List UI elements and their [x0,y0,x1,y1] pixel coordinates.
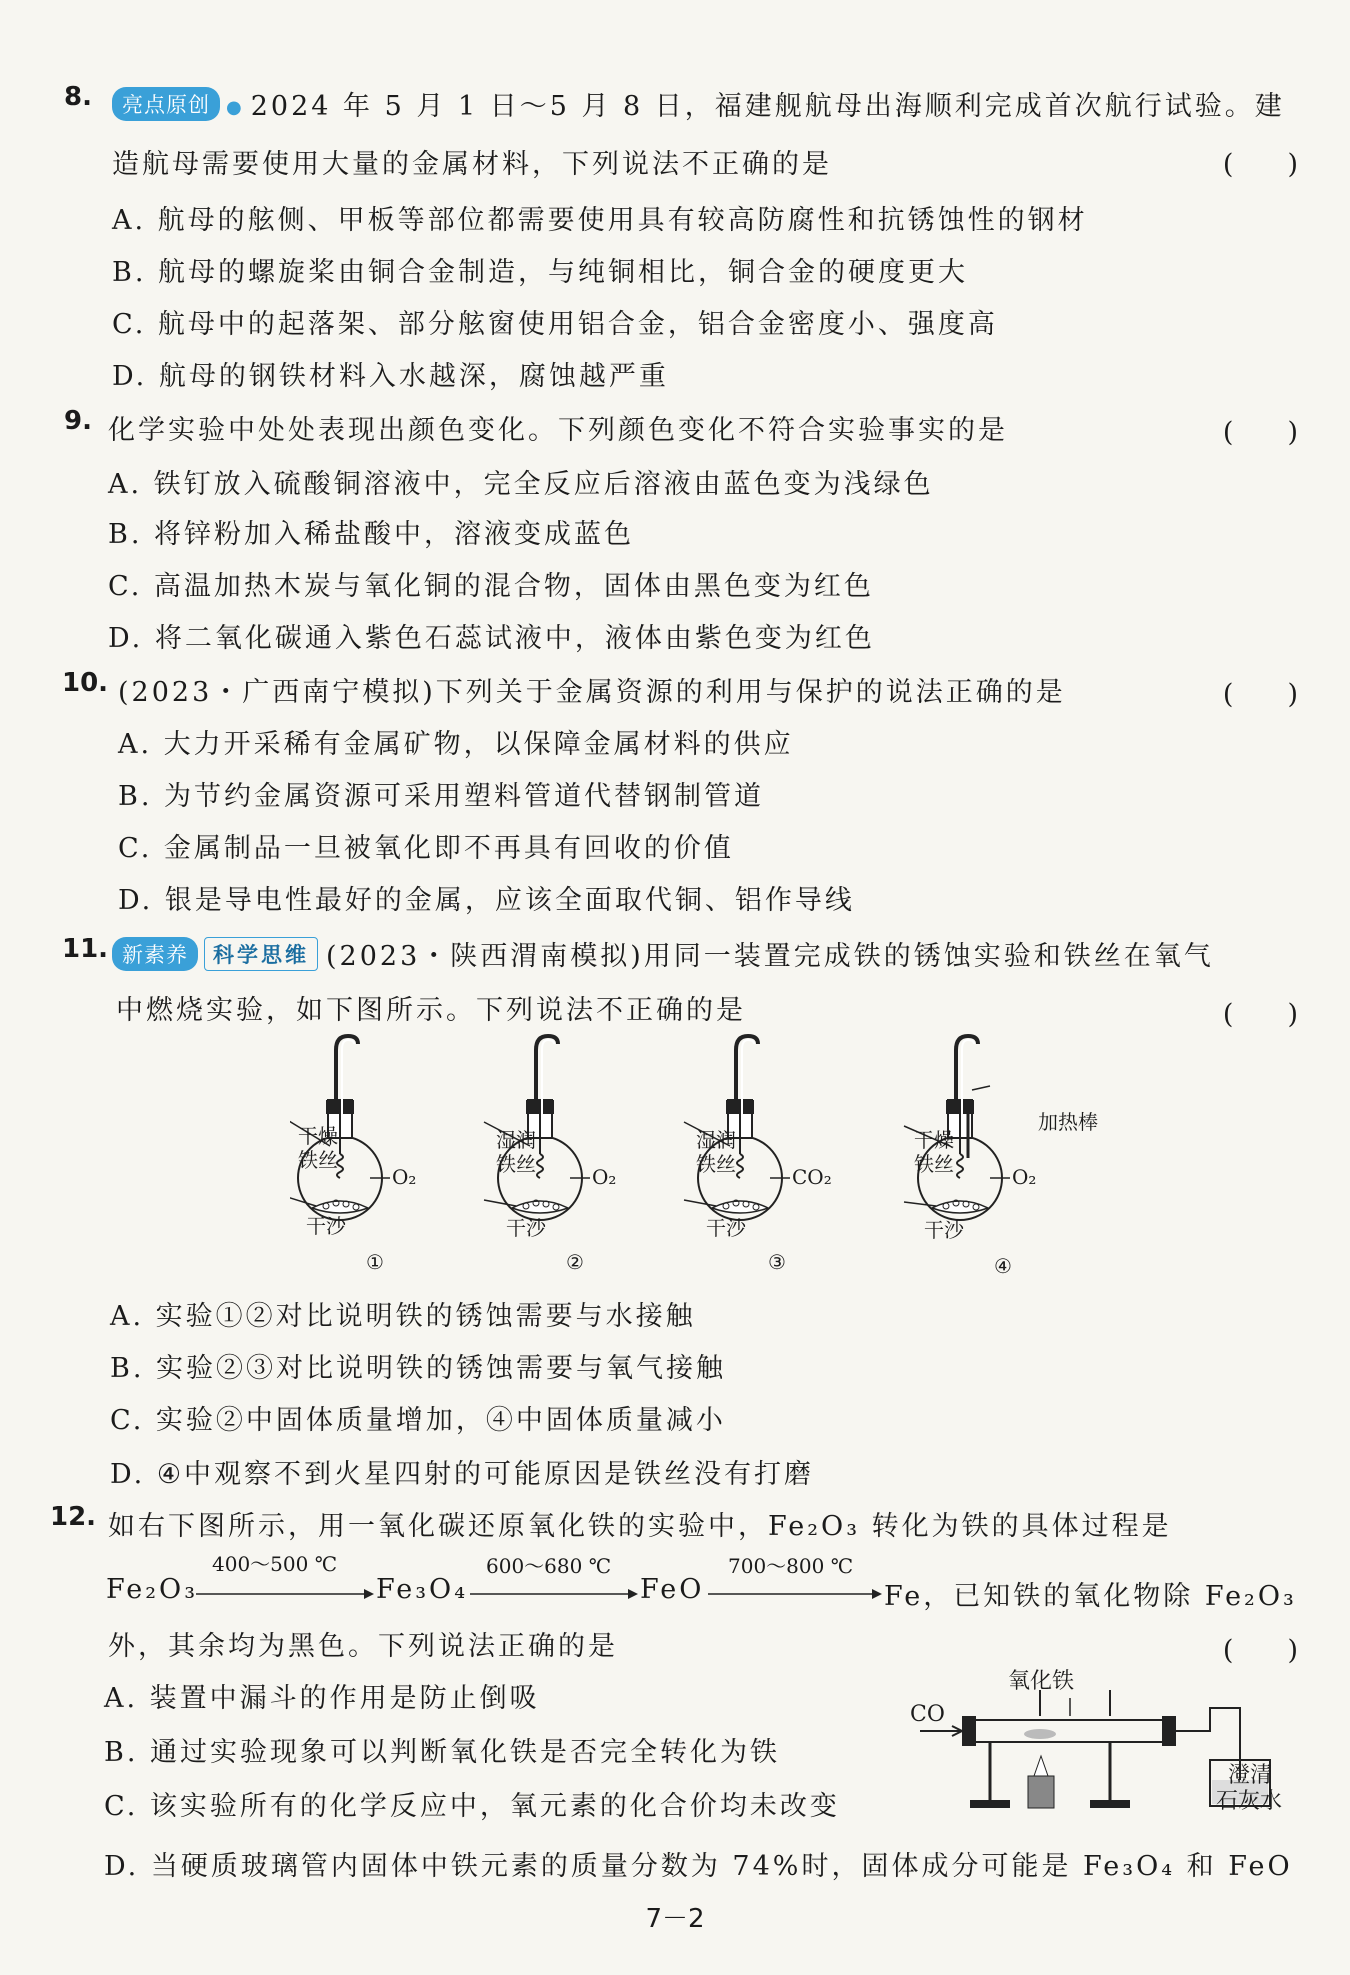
condition-3: 700～800 ℃ [728,1554,854,1578]
option-a: A. 大力开采稀有金属矿物，以保障金属材料的供应 [118,729,794,760]
limewater-label-2: 石灰水 [1216,1789,1283,1814]
figure-3-gas-label: CO₂ [792,1165,832,1189]
option-d: D. ④中观察不到火星四射的可能原因是铁丝没有打磨 [110,1459,815,1490]
answer-bracket: ( ) [1222,679,1298,710]
arrow-1-icon [196,1588,376,1600]
figure-4-heater-label: 加热棒 [1038,1110,1098,1134]
option-d: D. 银是导电性最好的金属，应该全面取代铜、铝作导线 [118,885,855,916]
figure-4-sand-label: 干沙 [924,1218,964,1242]
page-number: 7－2 [645,1904,705,1934]
figure-1-wire-label: 干燥 铁丝 [298,1124,338,1172]
figure-4-id: ④ [994,1254,1012,1278]
option-a: A. 航母的舷侧、甲板等部位都需要使用具有较高防腐性和抗锈蚀性的钢材 [112,205,1088,236]
question-number: 9. [64,406,92,436]
figure-3-id: ③ [768,1250,786,1274]
option-b: B. 为节约金属资源可采用塑料管道代替钢制管道 [118,781,765,812]
figure-1-sand-label: 干沙 [306,1214,346,1238]
figure-2-gas-label: O₂ [592,1165,617,1189]
stem-line-3: 外，其余均为黑色。下列说法正确的是 [108,1631,618,1662]
answer-bracket: ( ) [1222,149,1298,180]
option-c: C. 该实验所有的化学反应中，氧元素的化合价均未改变 [104,1791,840,1822]
option-d: D. 航母的钢铁材料入水越深，腐蚀越严重 [112,361,669,392]
figure-2-wire-label: 湿润 铁丝 [496,1128,536,1176]
chain-fe2o3: Fe₂O₃ [106,1574,199,1605]
condition-2: 600～680 ℃ [486,1554,612,1578]
stem-line-1: 2024 年 5 月 1 日～5 月 8 日，福建舰航母出海顺利完成首次航行试验。建 [250,91,1285,122]
chain-fe: Fe，已知铁的氧化物除 Fe₂O₃ [884,1581,1297,1612]
condition-1: 400～500 ℃ [212,1552,338,1576]
figure-2-sand-label: 干沙 [506,1216,546,1240]
science-thinking-tag: 科学思维 [204,937,318,971]
option-c: C. 金属制品一旦被氧化即不再具有回收的价值 [118,833,734,864]
figure-4-gas-label: O₂ [1012,1165,1037,1189]
stem-line-2: 造航母需要使用大量的金属材料，下列说法不正确的是 [112,149,832,180]
option-b: B. 通过实验现象可以判断氧化铁是否完全转化为铁 [104,1737,781,1768]
option-a: A. 装置中漏斗的作用是防止倒吸 [104,1683,540,1714]
option-b: B. 实验②③对比说明铁的锈蚀需要与氧气接触 [110,1353,727,1384]
answer-bracket: ( ) [1222,1635,1298,1666]
figure-1-gas-label: O₂ [392,1165,417,1189]
option-b: B. 航母的螺旋桨由铜合金制造，与纯铜相比，铜合金的硬度更大 [112,257,969,288]
new-literacy-tag: 新素养 [112,937,198,971]
figure-3-sand-label: 干沙 [706,1216,746,1240]
option-a: A. 实验①②对比说明铁的锈蚀需要与水接触 [110,1301,696,1332]
figure-4-wire-label: 干燥 铁丝 [914,1128,954,1176]
question-number: 10. [62,668,109,698]
option-d: D. 当硬质玻璃管内固体中铁元素的质量分数为 74%时，固体成分可能是 Fe₃O₄ 和 FeO [104,1851,1293,1882]
option-a: A. 铁钉放入硫酸铜溶液中，完全反应后溶液由蓝色变为浅绿色 [108,469,934,500]
answer-bracket: ( ) [1222,999,1298,1030]
question-number: 11. [62,934,109,964]
chain-fe3o4: Fe₃O₄ [376,1574,469,1605]
option-d: D. 将二氧化碳通入紫色石蕊试液中，液体由紫色变为红色 [108,623,875,654]
figure-3-wire-label: 湿润 铁丝 [696,1128,736,1176]
arrow-2-icon [470,1588,640,1600]
option-c: C. 高温加热木炭与氧化铜的混合物，固体由黑色变为红色 [108,571,874,602]
question-stem [112,84,1285,123]
question-number: 12. [50,1502,97,1532]
question-stem: (2023・广西南宁模拟)下列关于金属资源的利用与保护的说法正确的是 [118,677,1066,708]
answer-bracket: ( ) [1222,417,1298,448]
arrow-3-icon [708,1588,884,1600]
iron-oxide-label: 氧化铁 [1008,1669,1075,1694]
stem-line-1: (2023・陕西渭南模拟)用同一装置完成铁的锈蚀实验和铁丝在氧气 [326,941,1214,972]
bullet-dot-icon: ● [226,97,245,118]
option-c: C. 航母中的起落架、部分舷窗使用铝合金，铝合金密度小、强度高 [112,309,998,340]
co-label: CO [910,1702,945,1727]
question-stem [112,934,1214,973]
chain-feo: FeO [640,1574,705,1605]
limewater-label-1: 澄清 [1228,1763,1273,1788]
option-c: C. 实验②中固体质量增加，④中固体质量减小 [110,1405,726,1436]
option-b: B. 将锌粉加入稀盐酸中，溶液变成蓝色 [108,519,635,550]
highlight-tag: 亮点原创 [112,87,220,121]
question-number: 8. [64,82,92,112]
figure-1-id: ① [366,1250,384,1274]
question-stem: 化学实验中处处表现出颜色变化。下列颜色变化不符合实验事实的是 [108,415,1008,446]
stem-line-2: 中燃烧实验，如下图所示。下列说法不正确的是 [116,995,746,1026]
figure-2-id: ② [566,1250,584,1274]
question-stem: 如右下图所示，用一氧化碳还原氧化铁的实验中，Fe₂O₃ 转化为铁的具体过程是 [108,1511,1172,1542]
